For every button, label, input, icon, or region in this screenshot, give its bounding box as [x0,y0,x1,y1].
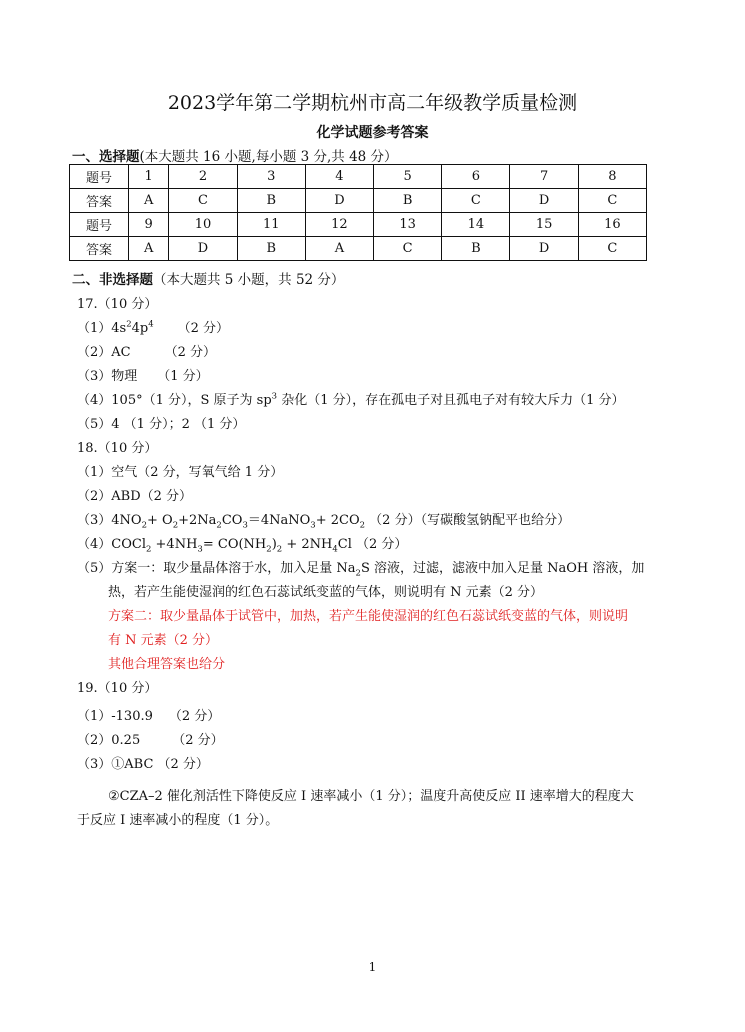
table-cell: 答案 [70,237,129,261]
q19-answer-3-2-line2: 于反应 I 速率减小的程度（1 分）。 [77,813,279,828]
q18-answer-3: $(3)4NO_2+$ $O_2+2Na_2CO_3=4NaNO_3+ 2CO_2$ （2 分）（写碳酸氢钠配平也给分） [77,513,571,531]
table-cell: D [305,189,373,213]
q18-answer-4: （4）COCl$_2$ $+4NH_3= CO(NH_2)_2 + 2NH_4Cl$ （2 分） [77,537,408,555]
table-cell: C [374,237,442,261]
table-cell: 题号 [70,165,129,189]
section1-heading: 一、选择题(本大题共 16 小题,每小题 3 分,共 48 分） [72,149,398,165]
table-cell: 10 [169,213,237,237]
table-cell: D [510,189,578,213]
table-cell: A [129,237,169,261]
q19-header: 19.（10 分） [77,681,158,696]
table-cell: C [578,237,646,261]
q19-answer-3-2-line1: ②CZA–2 催化剂活性下降使反应 I 速率减小（1 分）；温度升高使反应 II 速率增大的程度大 [108,789,634,804]
table-cell: 答案 [70,189,129,213]
answer-table [69,164,647,261]
page-number: 1 [368,960,377,974]
page-title: 2023学年第二学期杭州市高二年级教学质量检测 [167,92,578,114]
table-cell: 9 [129,213,169,237]
q18-answer-5-line1: （5）方案一：取少量晶体溶于水，加入足量 $Na_2S$ 溶液，过滤，滤液中加入足量 NaOH 溶液，加 [77,561,645,579]
table-cell: C [442,189,510,213]
table-row [70,165,647,189]
table-cell: 14 [442,213,510,237]
q19-answer-2: （2）0.25 （2 分） [77,733,224,748]
table-cell: 11 [237,213,305,237]
table-cell: 1 [129,165,169,189]
table-cell: 13 [374,213,442,237]
table-cell: 题号 [70,213,129,237]
table-cell: 15 [510,213,578,237]
table-cell: 6 [442,165,510,189]
q19-answer-1: （1）-130.9 （2 分） [77,709,221,724]
q18-answer-5-line2: 热，若产生能使湿润的红色石蕊试纸变蓝的气体，则说明有 N 元素（2 分） [108,585,544,600]
table-cell: 12 [305,213,373,237]
q17-header: 17.（10 分） [77,297,158,312]
table-cell: B [237,189,305,213]
q17-answer-2: （2）AC （2 分） [77,345,217,360]
q17-answer-3: （3）物理 （1 分） [77,369,209,384]
table-cell: 7 [510,165,578,189]
q18-header: 18.（10 分） [77,441,158,456]
q17-answer-4: （4）105°（1 分），S 原子为 $sp^3$ 杂化（1 分），存在孤电子对且孤电子对有较大斥力（1 分） [77,391,625,408]
table-cell: B [442,237,510,261]
table-cell: 5 [374,165,442,189]
table-cell: D [169,237,237,261]
table-cell: 16 [578,213,646,237]
table-cell: 3 [237,165,305,189]
table-cell: 8 [578,165,646,189]
table-cell: D [510,237,578,261]
table-cell: A [129,189,169,213]
q17-answer-5: （5）4 （1 分）；2 （1 分） [77,417,246,432]
section2-heading: 二、非选择题（本大题共 5 小题，共 52 分） [72,272,345,288]
table-cell: A [305,237,373,261]
table-cell: B [237,237,305,261]
table-row [70,189,647,213]
q18-answer-5-plan2-line1: 方案二：取少量晶体于试管中，加热，若产生能使湿润的红色石蕊试纸变蓝的气体，则说明 [108,609,629,624]
table-cell: 4 [305,165,373,189]
q18-answer-1: （1）空气（2 分，写氧气给 1 分） [77,465,284,480]
q17-answer-1: $(1)4s^24p^4$ （2 分） [77,319,230,336]
table-cell: C [169,189,237,213]
q19-answer-3: （3）①ABC （2 分） [77,757,209,772]
q18-answer-5-note: 其他合理答案也给分 [108,657,226,672]
table-cell: 2 [169,165,237,189]
table-cell: B [374,189,442,213]
page-subtitle: 化学试题参考答案 [316,125,429,141]
table-cell: C [578,189,646,213]
q18-answer-5-plan2-line2: 有 N 元素（2 分） [108,633,219,648]
table-row [70,237,647,261]
table-row [70,213,647,237]
q18-answer-2: （2）ABD（2 分） [77,489,193,504]
